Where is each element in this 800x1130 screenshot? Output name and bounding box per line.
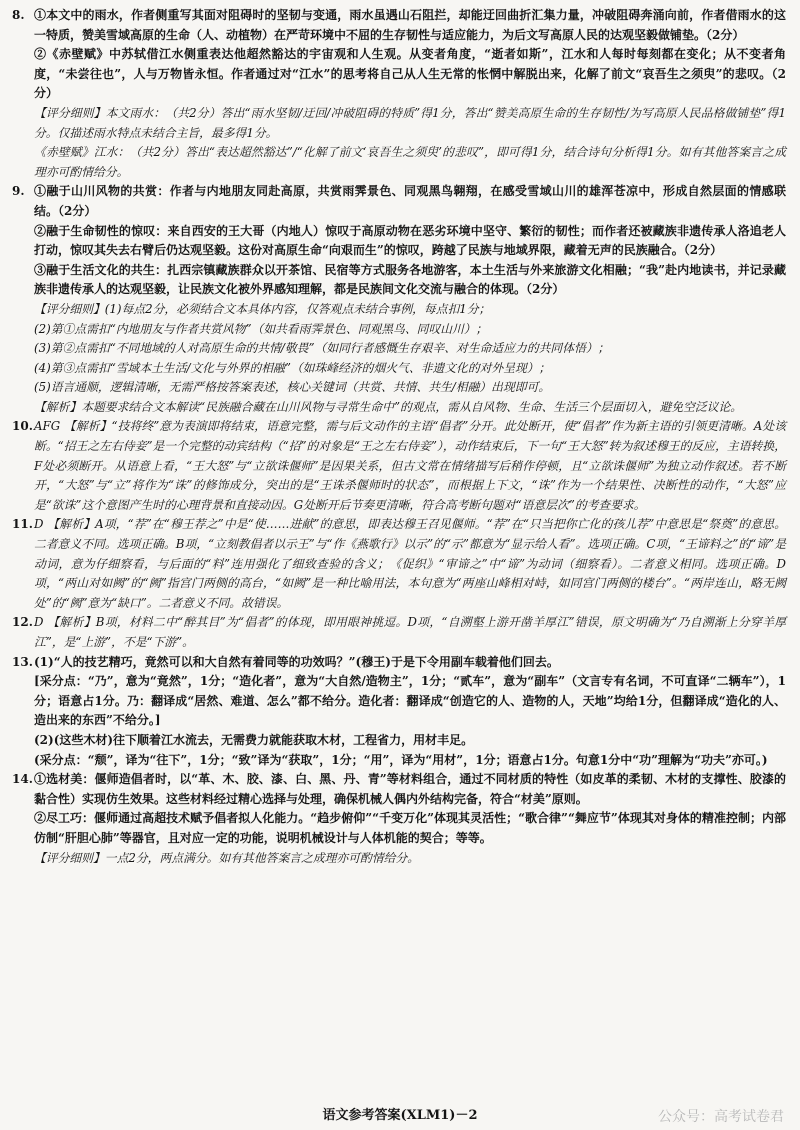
- grading-note: D 【解析】A项，“荐”在“穆王荐之”中是“使……进献”的意思，即表达穆王召见偃师。“荐”在“只当把你亡化的孩儿荐”中意思是“祭奠”的意思。二者意义不同。选项正确。B项，“立刻教倡者以示王”与“作《燕歌行》以示”的“示”都意为“显示给人看”。选项正确。C项，“王谛料之”的“谛”是动词，意为仔细察看，与后面的“料”连用强化了细致查验的含义；《促织》“审谛之”中“谛”为动词（细察看）。二者意义相同。选项正确。D项，“两山对如阙”的“阙”指宫门两侧的高台，“如阙”是一种比喻用法，本句意为“两座山峰相对峙，如同宫门两侧的楼台”。“两岸连山，略无阙处”的“阙”意为“缺口”。二者意义不同。故错误。: [34, 517, 786, 610]
- grading-note: (2)第①点需扣“内地朋友与作者共赏风物”（如共看雨霁景色、同观黑鸟、同叹山川）；: [34, 321, 488, 336]
- answer-paragraph: (2)(这些木材)往下顺着江水流去，无需费力就能获取木材，工程省力，用材丰足。: [34, 732, 474, 747]
- grading-note: D 【解析】B项，材料二中“醉其目”为“倡者”的体现，即用眼神挑逗。D项，“自溯壑上游开凿羊厚江”错误，原文明确为“乃自溯渐上分穿羊厚江”，是“上游”，不是“下游”。: [34, 615, 786, 649]
- answer-item: [12, 653, 786, 771]
- question-number: 9.: [12, 184, 25, 199]
- page-footer: 语文参考答案(XLM1)－2: [322, 1108, 478, 1123]
- answer-list: [12, 6, 786, 868]
- grading-note: 《赤壁赋》江水：（共2分）答出“表达超然豁达”/“化解了前文‘哀吾生之须臾’的悲叹”，即可得1分，结合诗句分析得1分。如有其他答案言之成理亦可酌情给分。: [34, 145, 786, 179]
- answer-paragraph: ②融于生命韧性的惊叹：来自西安的王大哥（内地人）惊叹于高原动物在恶劣环境中坚守、繁衍的韧性；而作者还被藏族非遗传承人洛追老人打动，惊叹其失去右臂后仍达观坚毅。这份对高原生命“向艰而生”的惊叹，跨越了民族与地域界限，藏着无声的民族融合。（2分）: [34, 223, 786, 258]
- grading-note: 【评分细则】(1)每点2分，必须结合文本具体内容，仅答观点未结合事例，每点扣1分；: [34, 301, 491, 316]
- answer-paragraph: ③融于生活文化的共生：扎西宗镇藏族群众以开茶馆、民宿等方式服务各地游客，本土生活与外来旅游文化相融；“我”赴内地读书，并记录藏族非遗传承人的达观坚毅，让民族文化被外界感知理解，都是民族间文化交流与融合的体现。（2分）: [34, 262, 786, 297]
- answer-paragraph: ①本文中的雨水，作者侧重写其面对阻碍时的坚韧与变通，雨水虽遇山石阻拦，却能迂回曲折汇集力量，冲破阻碍奔涌向前，作者借雨水的这一特质，赞美雪域高原的生命（人、动植物）在严苛环境中不屈的生存韧性与适应能力，为后文写高原人民的达观坚毅做铺垫。（2分）: [34, 8, 786, 42]
- grading-note: (3)第②点需扣“不同地域的人对高原生命的共情/敬畏”（如同行者感慨生存艰辛、对生命适应力的共同体悟）；: [34, 341, 610, 356]
- answer-paragraph: (采分点：“颓”，译为“往下”，1分；“致”译为“获取”，1分；“用”，译为“用材”，1分；语意占1分。句意1分中“功”理解为“功夫”亦可。): [34, 752, 768, 767]
- grading-note: AFG 【解析】“技将终”意为表演即将结束，语意完整，需与后文动作的主语“倡者”分开。此处断开，使“倡者”作为新主语的引领更清晰。A处该断。“招王之左右侍妾”是一个完整的动宾结构（“招”的对象是“王之左右侍妾”），动作结束后，下一句“王大怒”转为叙述穆王的反应，主语转换，F处必须断开。从语意上看，“王大怒”与“立欲诛偃师”是因果关系，但古文常在情绪描写后稍作停顿，且“立欲诛偃师”为独立动作叙述。若不断开，“大怒”与“立”将作为“诛”的修饰成分，突出的是“王诛杀偃师时的状态”，而根据上下文，“诛”作为一个结果性、决断性的动作，“大怒”应是“欲诛”这个意图产生时的心理背景和直接动因。G处断开后节奏更清晰，符合高考断句题对“语意层次”的考查要求。: [34, 419, 786, 512]
- answer-paragraph: ②《赤壁赋》中苏轼借江水侧重表达他超然豁达的宇宙观和人生观。从变者角度，“逝者如斯”，江水和人每时每刻都在变化；从不变者角度，“未尝往也”，人与万物皆永恒。作者通过对“江水”的思考将自己从人生无常的怅惘中解脱出来，化解了前文“哀吾生之须臾”的悲叹。（2分）: [34, 47, 786, 101]
- answer-paragraph: ①融于山川风物的共赏：作者与内地朋友同赴高原，共赏雨霁景色、同观黑鸟翱翔，在感受雪域山川的雄浑苍凉中，形成自然层面的情感联结。（2分）: [34, 184, 786, 218]
- answer-item: [12, 182, 786, 417]
- watermark-text: 公众号：高考试卷君: [658, 1109, 784, 1125]
- answer-item: [12, 417, 786, 515]
- grading-note: 【评分细则】一点2分，两点满分。如有其他答案言之成理亦可酌情给分。: [34, 850, 420, 865]
- grading-note: 【解析】本题要求结合文本解读“民族融合藏在山川风物与寻常生命中”的观点，需从自风物、生命、生活三个层面切入，避免空泛议论。: [34, 399, 743, 414]
- grading-note: (4)第③点需扣“雪域本土生活/文化与外界的相融”（如珠峰经济的烟火气、非遗文化的对外呈现）；: [34, 360, 551, 375]
- question-number: 14.: [12, 772, 33, 787]
- answer-paragraph: [采分点：“乃”，意为“竟然”，1分；“造化者”，意为“大自然/造物主”，1分；“贰车”，意为“副车”（文言专有名词，不可直译“二辆车”），1分；语意占1分。乃：翻译成“居然、难道、怎么”都不给分。造化者：翻译成“创造它的人、造物的人，天地”均给1分，但翻译成“造化的人、造出来的东西”不给分。]: [34, 674, 786, 728]
- answer-item: [12, 770, 786, 868]
- question-number: 12.: [12, 615, 33, 630]
- grading-note: 【评分细则】本文雨水：（共2分）答出“雨水坚韧/迂回/冲破阻碍的特质”得1分，答出“赞美高原生命的生存韧性/为写高原人民品格做铺垫”得1分。仅描述雨水特点未结合主旨，最多得1分。: [34, 105, 786, 140]
- answer-paragraph: ①选材美：偃师造倡者时，以“革、木、胶、漆、白、黑、丹、青”等材料组合，通过不同材质的特性（如皮革的柔韧、木材的支撑性、胶漆的黏合性）实现仿生效果。这些材料经过精心选择与处理，确保机械人偶内外结构完备，符合“材美”原则。: [34, 772, 786, 806]
- question-number: 10.: [12, 419, 33, 434]
- answer-paragraph: ②尽工巧：偃师通过高超技术赋予倡者拟人化能力。“趋步俯仰”“千变万化”体现其灵活性；“歌合律”“舞应节”体现其对身体的精准控制；内部仿制“肝胆心肺”等器官，且对应一定的功能，说明机械设计与人体机能的契合；等等。: [34, 811, 786, 845]
- answer-item: [12, 6, 786, 182]
- answer-item: [12, 613, 786, 652]
- question-number: 13.: [12, 654, 33, 669]
- question-number: 11.: [12, 517, 33, 532]
- answer-paragraph: (1)“人的技艺精巧，竟然可以和大自然有着同等的功效吗？”(穆王)于是下令用副车载着他们回去。: [34, 654, 559, 669]
- question-number: 8.: [12, 8, 25, 22]
- grading-note: (5)语言通顺，逻辑清晰，无需严格按答案表述，核心关键词（共赏、共情、共生/相融）出现即可。: [34, 380, 551, 395]
- answer-item: [12, 515, 786, 613]
